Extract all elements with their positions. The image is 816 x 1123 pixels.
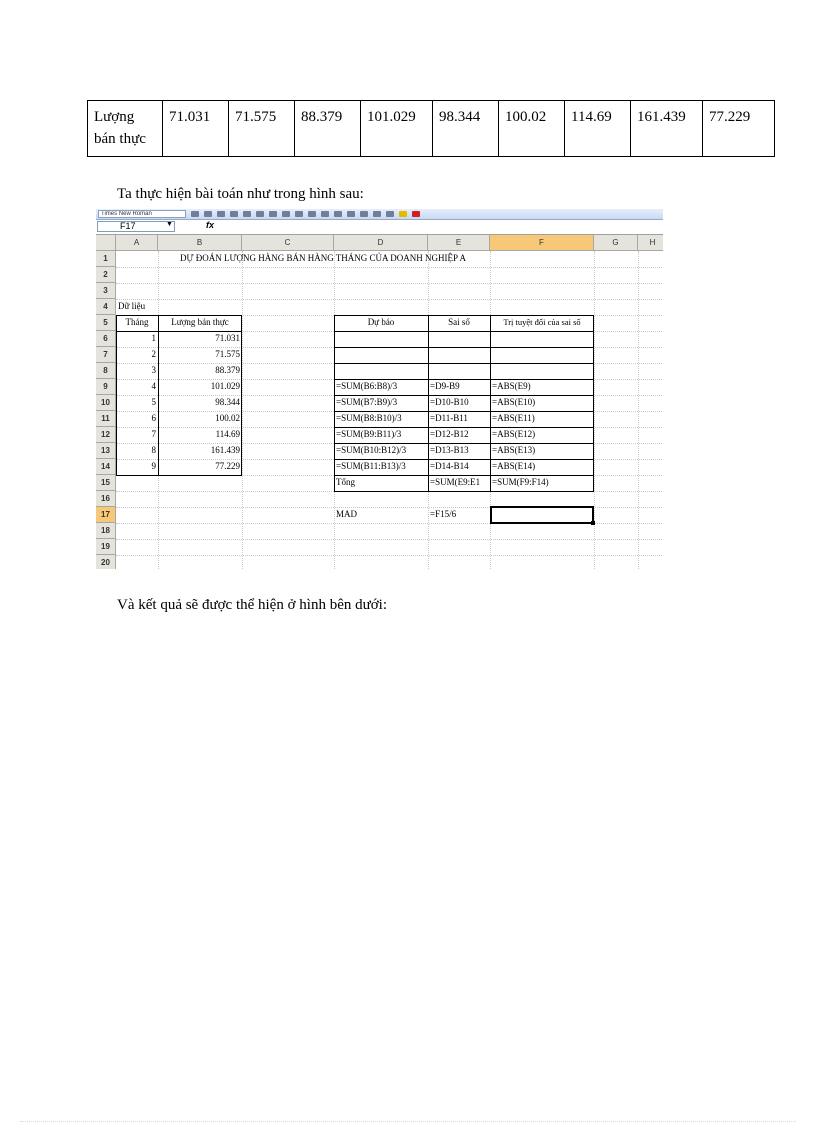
column-header[interactable]: G — [594, 235, 638, 251]
data-label: Dữ liệu — [118, 301, 146, 311]
align-left-icon[interactable] — [243, 211, 251, 217]
sales-cell: 71.575 — [215, 349, 240, 359]
row-header[interactable]: 4 — [96, 299, 116, 315]
abs-formula-cell: =ABS(E9) — [492, 381, 531, 391]
row-header[interactable]: 2 — [96, 267, 116, 283]
gridline — [116, 283, 663, 284]
row-header[interactable]: 12 — [96, 427, 116, 443]
font-size-icon[interactable] — [191, 211, 199, 217]
error-formula-cell: =D12-B12 — [430, 429, 469, 439]
abs-formula-cell: =ABS(E13) — [492, 445, 536, 455]
underline-icon[interactable] — [230, 211, 238, 217]
comma-icon[interactable] — [321, 211, 329, 217]
currency-icon[interactable] — [295, 211, 303, 217]
column-header[interactable]: D — [334, 235, 428, 251]
abs-formula-cell: =ABS(E11) — [492, 413, 535, 423]
excel-toolbar — [96, 209, 663, 220]
abs-formula-cell: =ABS(E12) — [492, 429, 536, 439]
month-cell: 5 — [151, 397, 156, 407]
row-label: Lượng bán thực — [88, 101, 163, 157]
row-header[interactable]: 19 — [96, 539, 116, 555]
forecast-formula-cell: =SUM(B11:B13)/3 — [336, 461, 406, 471]
month-cell: 6 — [151, 413, 156, 423]
error-formula-cell: =D9-B9 — [430, 381, 460, 391]
sales-cell: 101.029 — [210, 381, 240, 391]
fx-icon[interactable]: fx — [206, 220, 215, 230]
row-header[interactable]: 8 — [96, 363, 116, 379]
merge-icon[interactable] — [282, 211, 290, 217]
gridline — [116, 555, 663, 556]
sales-table — [87, 100, 775, 157]
sales-cell: 100.02 — [215, 413, 240, 423]
value-cell: 101.029 — [361, 101, 433, 157]
month-cell: 3 — [151, 365, 156, 375]
mad-formula: =F15/6 — [430, 509, 457, 519]
excel-screenshot — [96, 209, 663, 569]
borders-icon[interactable] — [386, 211, 394, 217]
table-rule — [334, 363, 594, 364]
table-row — [88, 101, 775, 157]
row-header[interactable]: 14 — [96, 459, 116, 475]
header-error: Sai số — [448, 317, 470, 327]
bold-icon[interactable] — [204, 211, 212, 217]
page-bottom-rule — [20, 1121, 796, 1122]
total-label: Tổng — [336, 477, 355, 487]
align-right-icon[interactable] — [269, 211, 277, 217]
total-error-formula: =SUM(E9:E1 — [430, 477, 481, 487]
name-box[interactable]: F17 — [97, 221, 175, 232]
sales-cell: 88.379 — [215, 365, 240, 375]
outdent-icon[interactable] — [373, 211, 381, 217]
sales-cell: 161.439 — [210, 445, 240, 455]
error-formula-cell: =D14-B14 — [430, 461, 469, 471]
month-cell: 8 — [151, 445, 156, 455]
table-rule — [334, 347, 594, 348]
indent-icon[interactable] — [360, 211, 368, 217]
row-header[interactable]: 1 — [96, 251, 116, 267]
table-rule — [334, 459, 594, 460]
column-divider — [428, 315, 429, 492]
gridline — [116, 267, 663, 268]
column-divider — [490, 315, 491, 492]
month-cell: 1 — [151, 333, 156, 343]
table-rule — [334, 443, 594, 444]
table-rule — [334, 411, 594, 412]
font-color-icon[interactable] — [412, 211, 420, 217]
row-header[interactable]: 20 — [96, 555, 116, 569]
intro-paragraph: Ta thực hiện bài toán như trong hình sau: — [117, 186, 364, 202]
column-header[interactable]: F — [490, 235, 594, 251]
row-header[interactable]: 5 — [96, 315, 116, 331]
decrease-decimal-icon[interactable] — [347, 211, 355, 217]
font-name-box[interactable]: Times New Roman — [98, 210, 186, 218]
row-header[interactable]: 3 — [96, 283, 116, 299]
value-cell: 71.575 — [229, 101, 295, 157]
month-cell: 9 — [151, 461, 156, 471]
forecast-formula-cell: =SUM(B7:B9)/3 — [336, 397, 398, 407]
gridline — [116, 299, 663, 300]
increase-decimal-icon[interactable] — [334, 211, 342, 217]
month-cell: 7 — [151, 429, 156, 439]
header-underline — [116, 331, 242, 332]
table-rule — [334, 379, 594, 380]
sheet-title: DỰ ĐOÁN LƯỢNG HÀNG BÁN HÀNG THÁNG CỦA DOANH NGHIỆP A — [180, 253, 466, 263]
fill-handle[interactable] — [591, 521, 595, 525]
month-cell: 4 — [151, 381, 156, 391]
fill-color-icon[interactable] — [399, 211, 407, 217]
value-cell: 71.031 — [163, 101, 229, 157]
column-divider — [158, 315, 159, 476]
data-table-border — [116, 315, 242, 476]
value-cell: 98.344 — [433, 101, 499, 157]
value-cell: 161.439 — [631, 101, 703, 157]
row-header[interactable]: 13 — [96, 443, 116, 459]
column-header[interactable]: A — [116, 235, 158, 251]
value-cell: 114.69 — [565, 101, 631, 157]
row-header[interactable]: 6 — [96, 331, 116, 347]
column-header[interactable]: C — [242, 235, 334, 251]
gridline — [116, 539, 663, 540]
forecast-formula-cell: =SUM(B9:B11)/3 — [336, 429, 402, 439]
result-paragraph: Và kết quả sẽ được thể hiện ở hình bên dưới: — [117, 597, 387, 613]
value-cell: 100.02 — [499, 101, 565, 157]
forecast-formula-cell: =SUM(B6:B8)/3 — [336, 381, 398, 391]
month-cell: 2 — [151, 349, 156, 359]
percent-icon[interactable] — [308, 211, 316, 217]
row-header[interactable]: 11 — [96, 411, 116, 427]
column-header[interactable]: B — [158, 235, 242, 251]
header-month: Tháng — [125, 317, 149, 327]
row-header[interactable]: 18 — [96, 523, 116, 539]
value-cell: 77.229 — [703, 101, 775, 157]
row-header[interactable]: 7 — [96, 347, 116, 363]
table-rule — [334, 395, 594, 396]
total-abs-formula: =SUM(F9:F14) — [492, 477, 549, 487]
row-header[interactable]: 10 — [96, 395, 116, 411]
italic-icon[interactable] — [217, 211, 225, 217]
row-header[interactable]: 9 — [96, 379, 116, 395]
column-header[interactable]: H — [638, 235, 663, 251]
row-header[interactable]: 15 — [96, 475, 116, 491]
chevron-down-icon[interactable]: ▼ — [166, 221, 173, 228]
header-abs-error: Trị tuyệt đối của sai số — [503, 317, 581, 327]
forecast-formula-cell: =SUM(B10:B12)/3 — [336, 445, 407, 455]
sales-cell: 114.69 — [215, 429, 240, 439]
abs-formula-cell: =ABS(E14) — [492, 461, 536, 471]
header-forecast: Dự báo — [367, 317, 395, 327]
sales-cell: 77.229 — [215, 461, 240, 471]
table-rule — [334, 331, 594, 332]
row-header[interactable]: 16 — [96, 491, 116, 507]
active-cell[interactable] — [490, 506, 594, 524]
formula-bar — [96, 220, 663, 235]
column-header[interactable]: E — [428, 235, 490, 251]
mad-label: MAD — [336, 509, 358, 519]
error-formula-cell: =D11-B11 — [430, 413, 468, 423]
table-rule — [334, 427, 594, 428]
forecast-table-border — [334, 315, 594, 492]
error-formula-cell: =D10-B10 — [430, 397, 469, 407]
abs-formula-cell: =ABS(E10) — [492, 397, 536, 407]
sales-cell: 98.344 — [215, 397, 240, 407]
value-cell: 88.379 — [295, 101, 361, 157]
table-rule — [334, 475, 594, 476]
select-all-corner[interactable] — [96, 235, 116, 251]
error-formula-cell: =D13-B13 — [430, 445, 469, 455]
forecast-formula-cell: =SUM(B8:B10)/3 — [336, 413, 402, 423]
row-header[interactable]: 17 — [96, 507, 116, 523]
sales-cell: 71.031 — [215, 333, 240, 343]
header-sales: Lượng bán thực — [171, 317, 229, 327]
align-center-icon[interactable] — [256, 211, 264, 217]
